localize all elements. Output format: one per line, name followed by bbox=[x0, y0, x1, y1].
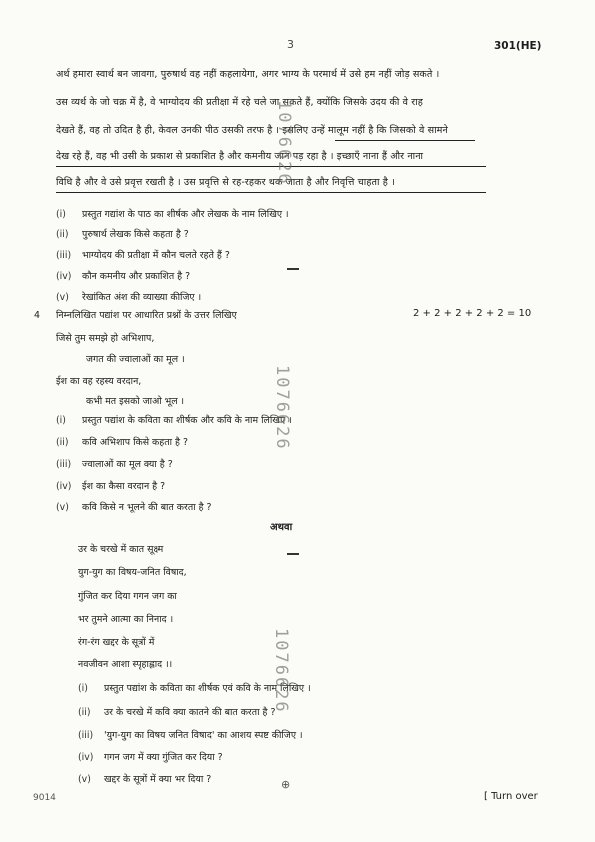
alt-poem-line: गुंजित कर दिया गगन जग का bbox=[78, 591, 177, 602]
question-text: कवि किसे न भूलने की बात करता है ? bbox=[82, 502, 212, 513]
question-number: (v) bbox=[78, 774, 91, 785]
serial-stamp: 1076626 bbox=[274, 100, 294, 186]
question-4-number: 4 bbox=[34, 310, 40, 321]
underline-mark bbox=[56, 166, 486, 167]
question-item bbox=[56, 269, 190, 282]
question-item bbox=[56, 479, 165, 492]
question-number: (ii) bbox=[78, 707, 91, 718]
question-text: खद्दर के सूत्रों में क्या भर दिया ? bbox=[104, 774, 212, 785]
question-item bbox=[78, 772, 211, 785]
alt-poem-line: रंग-रंग खद्दर के सूत्रों में bbox=[78, 637, 155, 648]
question-text: 'युग-युग का विषय जनित विषाद' का आशय स्पष्ट कीजिए । bbox=[104, 730, 303, 741]
question-item bbox=[78, 728, 303, 741]
question-number: (i) bbox=[56, 415, 66, 426]
passage-line-4: देख रहे हैं, वह भी उसी के प्रकाश से प्रकाशित है और कमनीय जान पड़ रहा है । इच्छाएँ नाना हैं और नाना bbox=[56, 151, 424, 162]
passage-line-2: उस व्यर्थ के जो चक्र में है, वे भाग्योदय की प्रतीक्षा में रहे चले जा सकते हैं, क्योंकि जिसके उदय की वे राह bbox=[56, 97, 423, 108]
question-text: पुरुषार्थ लेखक किसे कहता है ? bbox=[82, 229, 189, 240]
question-number: (iv) bbox=[56, 481, 72, 492]
question-text: प्रस्तुत गद्यांश के पाठ का शीर्षक और लेखक के नाम लिखिए । bbox=[82, 209, 289, 220]
underline-mark bbox=[335, 140, 475, 141]
poem-line: जिसे तुम समझे हो अभिशाप, bbox=[56, 333, 155, 344]
question-text: कौन कमनीय और प्रकाशित है ? bbox=[82, 271, 191, 282]
question-item bbox=[56, 435, 188, 448]
question-number: (iv) bbox=[78, 752, 94, 763]
serial-stamp: 1076626 bbox=[271, 628, 291, 714]
question-text: ईश का कैसा वरदान है ? bbox=[82, 481, 166, 492]
question-text: कवि अभिशाप किसे कहता है ? bbox=[82, 437, 188, 448]
question-item bbox=[56, 500, 212, 513]
question-number: (iii) bbox=[56, 459, 72, 470]
question-number: (v) bbox=[56, 502, 69, 513]
question-item bbox=[56, 413, 292, 426]
underline-mark bbox=[56, 192, 486, 193]
question-number: (i) bbox=[78, 683, 88, 694]
poem-line: ईश का वह रहस्य वरदान, bbox=[56, 376, 142, 387]
question-item bbox=[56, 227, 189, 240]
paper-code: 301(HE) bbox=[494, 40, 542, 52]
question-number: (iv) bbox=[56, 271, 72, 282]
turn-over-label: [ Turn over bbox=[484, 791, 538, 802]
marks-breakdown: 2 + 2 + 2 + 2 + 2 = 10 bbox=[413, 308, 532, 319]
question-number: (i) bbox=[56, 209, 66, 220]
serial-stamp: 1076626 bbox=[272, 365, 292, 451]
footer-code: 9014 bbox=[33, 793, 56, 803]
question-item bbox=[78, 750, 223, 763]
question-item bbox=[56, 457, 173, 470]
alt-poem-line: युग-युग का विषय-जनित विषाद, bbox=[78, 567, 187, 578]
question-number: (iii) bbox=[78, 730, 94, 741]
alt-poem-line: उर के चरखे में कात सूक्ष्म bbox=[78, 544, 164, 555]
question-item bbox=[56, 290, 201, 303]
poem-line: जगत की ज्वालाओं का मूल । bbox=[86, 354, 185, 365]
question-text: प्रस्तुत पद्यांश के कविता का शीर्षक एवं कवि के नाम लिखिए । bbox=[104, 683, 311, 694]
passage-line-3: देखते हैं, वह तो उदित है ही, केवल उनकी पीठ उसकी तरफ है । इसलिए उन्हें मालूम नहीं है कि जिसको वे सामने bbox=[56, 125, 448, 136]
dash-mark bbox=[287, 553, 299, 555]
question-number: (v) bbox=[56, 292, 69, 303]
question-4-prompt: निम्नलिखित पद्यांश पर आधारित प्रश्नों के उत्तर लिखिए bbox=[56, 310, 237, 321]
question-text: ज्वालाओं का मूल क्या है ? bbox=[82, 459, 173, 470]
question-item bbox=[56, 207, 289, 220]
question-text: गगन जग में क्या गुंजित कर दिया ? bbox=[104, 752, 223, 763]
alt-poem-line: नवजीवन आशा स्पृहाह्लाद ।। bbox=[78, 659, 173, 670]
question-text: रेखांकित अंश की व्याख्या कीजिए । bbox=[82, 292, 202, 303]
dash-mark bbox=[287, 268, 299, 270]
question-number: (ii) bbox=[56, 437, 69, 448]
alt-poem-line: भर तुमने आत्मा का निनाद । bbox=[78, 614, 174, 625]
question-text: प्रस्तुत पद्यांश के कविता का शीर्षक और कवि के नाम लिखिए । bbox=[82, 415, 292, 426]
question-number: (iii) bbox=[56, 250, 72, 261]
passage-line-1: अर्थ हमारा स्वार्थ बन जावगा, पुरुषार्थ वह नहीं कहलायेगा, अगर भाग्य के परमार्थ में उसे हम नहीं जोड़ सकते । bbox=[56, 69, 440, 80]
question-item bbox=[56, 248, 230, 261]
page-number: 3 bbox=[287, 38, 294, 51]
question-number: (ii) bbox=[56, 229, 69, 240]
question-item bbox=[78, 705, 275, 718]
question-text: भाग्योदय की प्रतीक्षा में कौन चलते रहते हैं ? bbox=[82, 250, 230, 261]
passage-line-5: विधि है और वे उसे प्रवृत्त रखती है । उस प्रवृत्ति से रह-रहकर थक जाता है और निवृत्ति चाहता है । bbox=[56, 177, 395, 188]
question-text: उर के चरखे में कवि क्या कातने की बात करता है ? bbox=[104, 707, 276, 718]
poem-line: कभी मत इसको जाओ भूल । bbox=[86, 396, 185, 407]
registration-mark-icon: ⊕ bbox=[281, 778, 291, 791]
or-label: अथवा bbox=[270, 522, 293, 533]
